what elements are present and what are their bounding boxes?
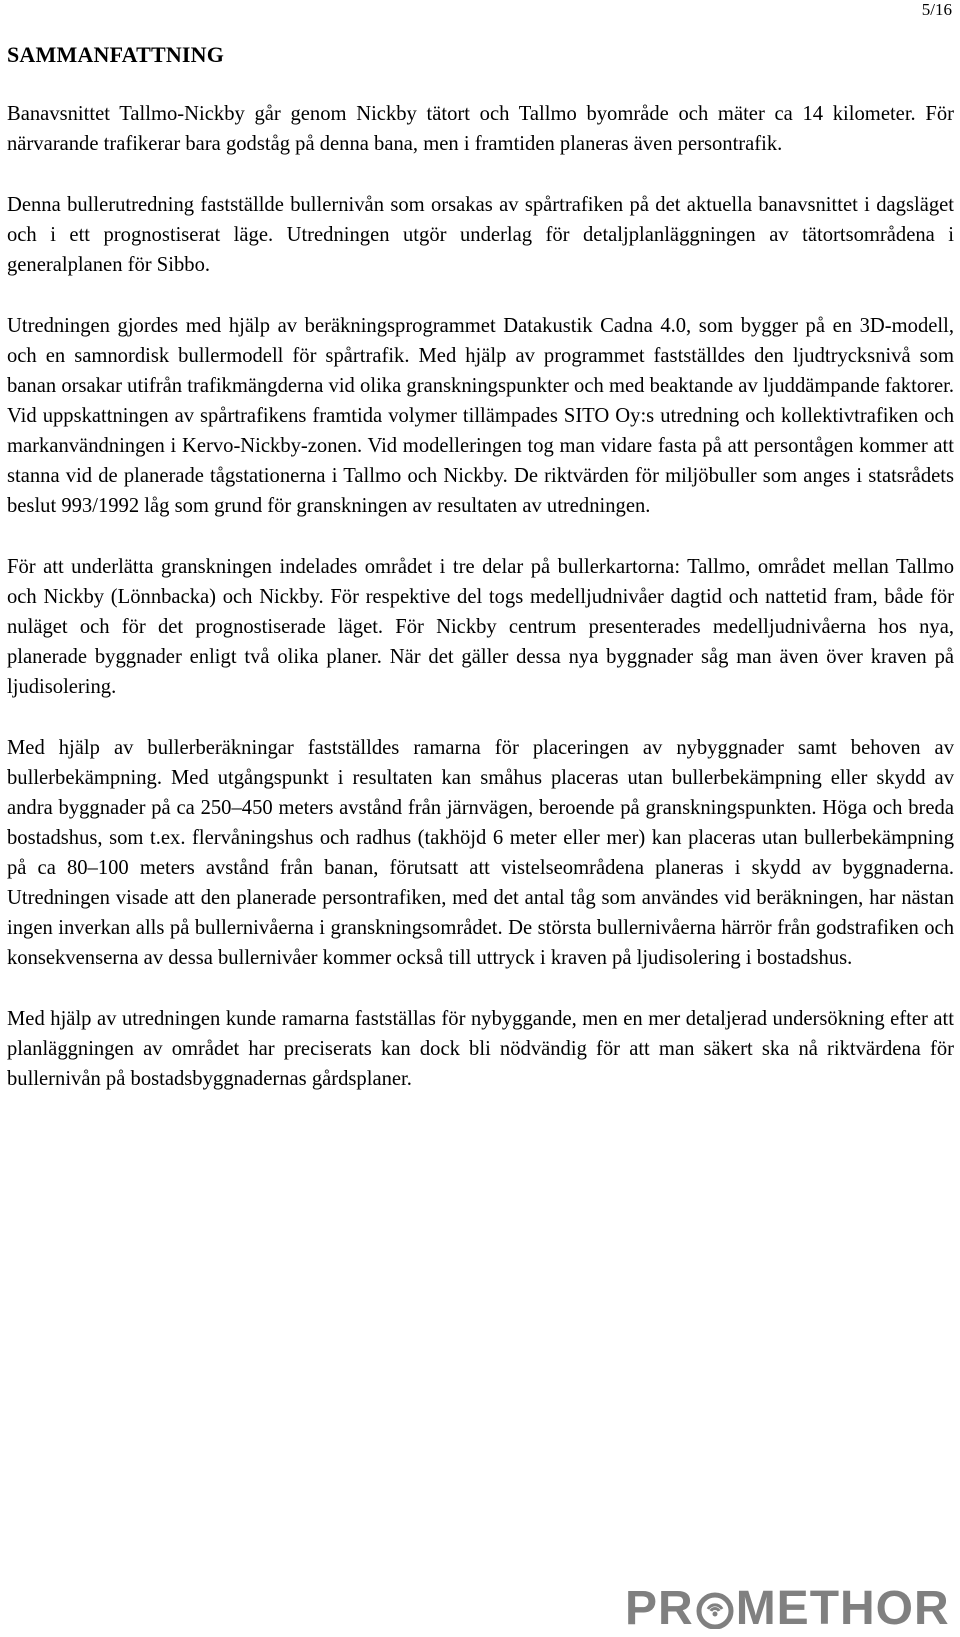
paragraph: Denna bullerutredning fastställde bullernivån som orsakas av spårtrafiken på det aktuella banavsnittet i dagsläget och i ett prognostiserat läge. Utredningen utgör underlag för detaljplanläggningen av tätortsområdena i generalplanen för Sibbo. bbox=[7, 194, 954, 276]
paragraph: Utredningen gjordes med hjälp av beräkningsprogrammet Datakustik Cadna 4.0, som bygger på en 3D-modell, och en samnordisk bullermodell för spårtrafik. Med hjälp av programmet fastställdes den ljudtrycksnivå som banan orsakar utifrån trafikmängderna vid olika granskningspunkter och med beaktande av ljuddämpande faktorer. Vid uppskattningen av spårtrafikens framtida volymer tillämpades SITO Oy:s utredning och kollektivtrafiken och markanvändningen i Kervo-Nickby-zonen. Vid modelleringen tog man vidare fasta på att persontågen kommer att stanna vid de planerade tågstationerna i Tallmo och Nickby. De riktvärden för miljöbuller som anges i statsrådets beslut 993/1992 låg som grund för granskningen av resultaten av utredningen. bbox=[7, 315, 954, 517]
paragraph: För att underlätta granskningen indelades området i tre delar på bullerkartorna: Tallmo, området mellan Tallmo och Nickby (Lönnbacka) och Nickby. För respektive del togs medelljudnivåer dagtid och nattetid fram, både för nuläget och för det prognostiserade läget. För Nickby centrum presenterades medelljudnivåerna hos nya, planerade byggnader enligt två olika planer. När det gäller dessa nya byggnader såg man även över kraven på ljudisolering. bbox=[7, 556, 954, 698]
logo-text-end: METHOR bbox=[735, 1582, 950, 1635]
logo-text-start: PR bbox=[625, 1582, 694, 1635]
promethor-logo bbox=[625, 1582, 950, 1635]
paragraph: Banavsnittet Tallmo-Nickby går genom Nickby tätort och Tallmo byområde och mäter ca 14 kilometer. För närvarande trafikerar bara godståg på denna bana, men i framtiden planeras även persontrafik. bbox=[7, 103, 954, 155]
radiating-o-icon bbox=[695, 1589, 735, 1629]
paragraph: Med hjälp av bullerberäkningar fastställdes ramarna för placeringen av nybyggnader samt behoven av bullerbekämpning. Med utgångspunkt i resultaten kan småhus placeras utan bullerbekämpning eller skydd av andra byggnader på ca 250–450 meters avstånd från järnvägen, beroende på granskningspunkten. Höga och breda bostadshus, som t.ex. flervåningshus och radhus (takhöjd 6 meter eller mer) kan placeras utan bullerbekämpning på ca 80–100 meters avstånd från banan, förutsatt att vistelseområdena planeras i skydd av byggnaderna. Utredningen visade att den planerade persontrafiken, med det antal tåg som användes vid beräkningen, har nästan ingen inverkan alls på bullernivåerna i granskningsområdet. De största bullernivåerna härrör från godstrafiken och konsekvenserna av dessa bullernivåer kommer också till uttryck i kraven på ljudisolering i bostadshus. bbox=[7, 737, 954, 969]
paragraph: Med hjälp av utredningen kunde ramarna fastställas för nybyggande, men en mer detaljerad undersökning efter att planläggningen av området har preciserats kan dock bli nödvändig för att man säkert ska nå riktvärdena för bullernivån på bostadsbyggnadernas gårdsplaner. bbox=[7, 1008, 954, 1090]
summary-body bbox=[7, 99, 954, 1125]
page-title: SAMMANFATTNING bbox=[7, 42, 225, 67]
page-number: 5/16 bbox=[921, 0, 952, 19]
